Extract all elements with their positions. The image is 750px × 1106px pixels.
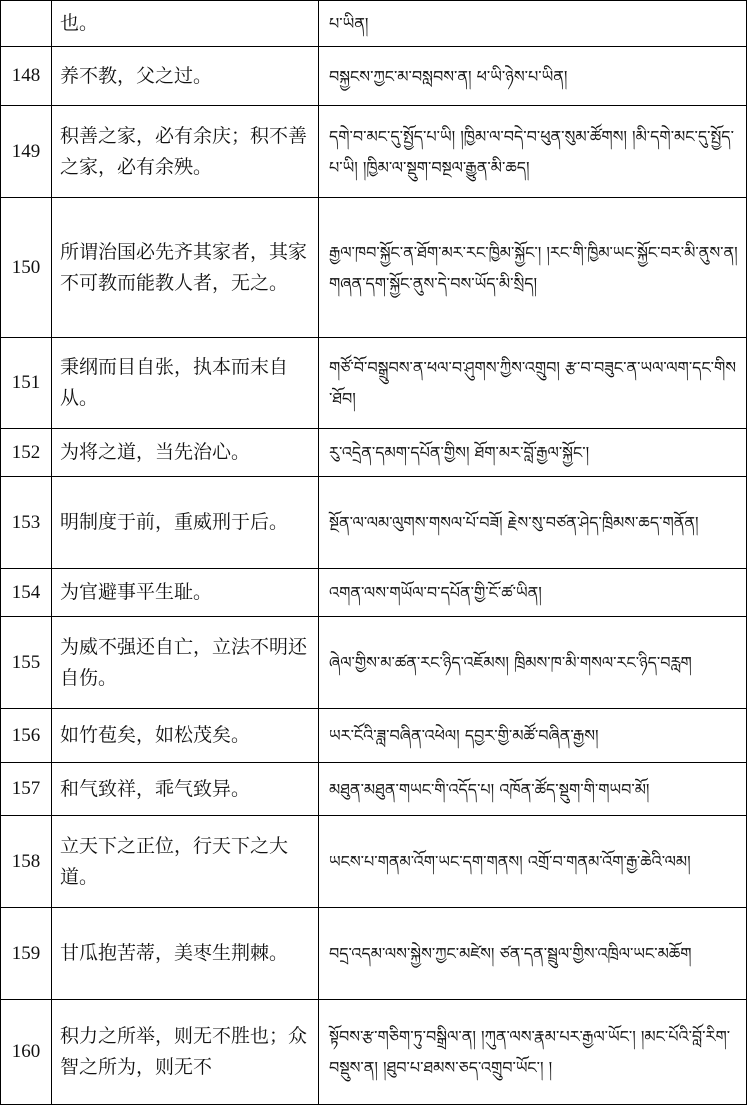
table-row	[1, 1000, 747, 1105]
tibetan-text: སྔོན་ལ་ལམ་ལུགས་གསལ་པོ་བཟོ། རྗེས་སུ་བཙན་ཤེད་ཁྲིམས་ཆད་གནོན།	[319, 477, 747, 569]
row-number: 150	[1, 198, 52, 338]
table-row	[1, 1, 747, 47]
chinese-text: 明制度于前，重威刑于后。	[52, 477, 319, 569]
tibetan-text: བདྲ་འདམ་ལས་སྐྱེས་ཀྱང་མཛེས། ཙན་དན་སྦྲུལ་གྱིས་འཁྲིལ་ཡང་མཆོག	[319, 908, 747, 1000]
row-number	[1, 1, 52, 47]
row-number: 149	[1, 106, 52, 198]
row-number: 159	[1, 908, 52, 1000]
chinese-text: 如竹苞矣，如松茂矣。	[52, 709, 319, 763]
table-row	[1, 106, 747, 198]
chinese-text: 为将之道，当先治心。	[52, 429, 319, 477]
chinese-text: 积善之家，必有余庆；积不善之家，必有余殃。	[52, 106, 319, 198]
table-row	[1, 47, 747, 106]
tibetan-text: གཙོ་བོ་བསྒྲུབས་ན་ཕལ་བ་ཤུགས་ཀྱིས་འགྲུབ། རྩ་བ་བཟུང་ན་ཡལ་ལག་དང་གིས་ཐོབ།	[319, 338, 747, 429]
chinese-text: 和气致祥，乖气致异。	[52, 763, 319, 816]
table-row	[1, 617, 747, 709]
chinese-text: 也。	[52, 1, 319, 47]
table-row	[1, 908, 747, 1000]
row-number: 152	[1, 429, 52, 477]
table-row	[1, 198, 747, 338]
chinese-text: 养不教，父之过。	[52, 47, 319, 106]
tibetan-text: བསྐྱངས་ཀྱང་མ་བསླབས་ན། ཕ་ཡི་ཉེས་པ་ཡིན།	[319, 47, 747, 106]
chinese-text: 积力之所举，则无不胜也；众智之所为，则无不	[52, 1000, 319, 1105]
chinese-text: 所谓治国必先齐其家者，其家不可教而能教人者，无之。	[52, 198, 319, 338]
chinese-text: 为官避事平生耻。	[52, 569, 319, 617]
tibetan-text: སྟོབས་རྩ་གཅིག་ཏུ་བསྒྲིལ་ན། །ཀུན་ལས་རྣམ་པར་རྒྱལ་ཡོང་། །མང་པོའི་བློ་རིག་བསྡུས་ན། །ཐུབ་པ་ཐམས་ཅད་འགྲུབ་ཡོང་། །	[319, 1000, 747, 1105]
tibetan-text: པ་ཡིན།	[319, 1, 747, 47]
row-number: 148	[1, 47, 52, 106]
row-number: 154	[1, 569, 52, 617]
table-row	[1, 816, 747, 908]
chinese-text: 秉纲而目自张，执本而末自从。	[52, 338, 319, 429]
tibetan-text: ཡངས་པ་གནམ་འོག་ཡང་དག་གནས། འགྲོ་བ་གནམ་འོག་རྒྱ་ཆེའི་ལམ།	[319, 816, 747, 908]
row-number: 158	[1, 816, 52, 908]
tibetan-text: དགེ་བ་མང་དུ་སྤྱོད་པ་ཡི། །ཁྱིམ་ལ་བདེ་བ་ཕུན་སུམ་ཚོགས། །མི་དགེ་མང་དུ་སྤྱོད་པ་ཡི། །ཁྱིམ་ལ་སྡུག་བསྔལ་རྒྱུན་མི་ཆད།	[319, 106, 747, 198]
table-row	[1, 429, 747, 477]
tibetan-text: ཞེལ་གྱིས་མ་ཚན་རང་ཉིད་འཇོམས། ཁྲིམས་ཁ་མི་གསལ་རང་ཉིད་བརླག	[319, 617, 747, 709]
row-number: 160	[1, 1000, 52, 1105]
tibetan-text: རུ་འདྲེན་དམག་དཔོན་གྱིས། ཐོག་མར་བློ་རྒྱལ་སྐྱོང་།	[319, 429, 747, 477]
tibetan-text: རྒྱལ་ཁབ་སྐྱོང་ན་ཐོག་མར་རང་ཁྱིམ་སྐྱོང་། །རང་གི་ཁྱིམ་ཡང་སྐྱོང་བར་མི་ནུས་ན། གཞན་དག་སྐྱོང་ནུས་དེ་བས་ཡོད་མི་སྲིད།	[319, 198, 747, 338]
table-row	[1, 569, 747, 617]
tibetan-text: མཐུན་མཐུན་གཡང་གི་འདོད་པ། འཁོན་ཚོད་སྡུག་གི་གཡབ་མོ།	[319, 763, 747, 816]
table-row	[1, 709, 747, 763]
table-row	[1, 763, 747, 816]
chinese-text: 为威不强还自亡，立法不明还自伤。	[52, 617, 319, 709]
table-row	[1, 338, 747, 429]
chinese-text: 甘瓜抱苦蒂，美枣生荆棘。	[52, 908, 319, 1000]
row-number: 155	[1, 617, 52, 709]
table-row	[1, 477, 747, 569]
row-number: 157	[1, 763, 52, 816]
row-number: 151	[1, 338, 52, 429]
row-number: 153	[1, 477, 52, 569]
tibetan-text: ཡར་ངོའི་ཟླ་བཞིན་འཕེལ། དབྱར་གྱི་མཚོ་བཞིན་རྒྱས།	[319, 709, 747, 763]
chinese-text: 立天下之正位，行天下之大道。	[52, 816, 319, 908]
tibetan-text: འགན་ལས་གཡོལ་བ་དཔོན་གྱི་ངོ་ཚ་ཡིན།	[319, 569, 747, 617]
row-number: 156	[1, 709, 52, 763]
